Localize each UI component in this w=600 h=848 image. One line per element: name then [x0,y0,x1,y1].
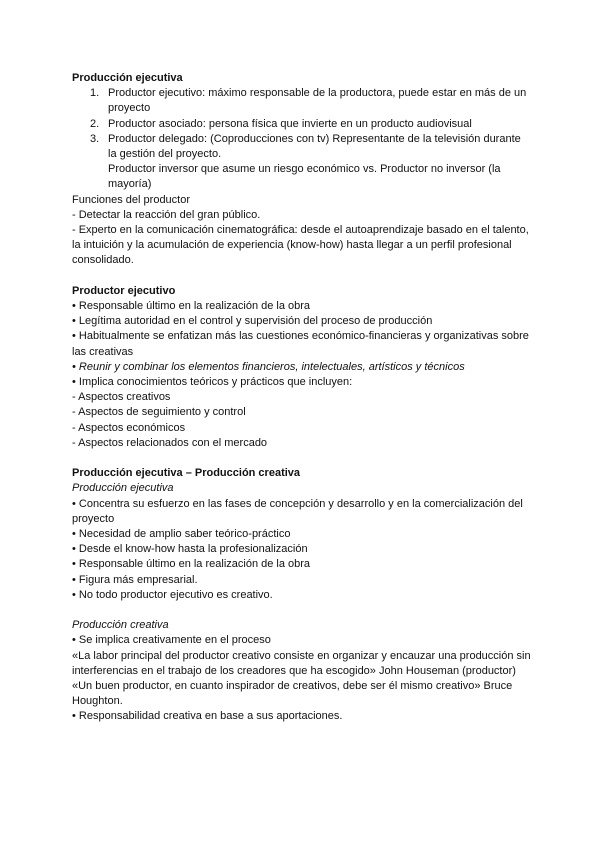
list-item [72,132,532,162]
bullet-item: • Habitualmente se enfatizan más las cuestiones económico-financieras y organizativas sobre las creativas [72,330,529,358]
subheading: Producción ejecutiva [72,482,174,495]
bullet-item: • Responsabilidad creativa en base a sus aportaciones. [72,710,343,723]
bullet-item: • Concentra su esfuerzo en las fases de concepción y desarrollo y en la comercialización del proyecto [72,497,523,525]
quote: «Un buen productor, en cuanto inspirador de creativos, debe ser él mismo creativo» Bruce Houghton. [72,680,513,708]
quote: «La labor principal del productor creativo consiste en organizar y encauzar una producción sin interferencias en el trabajo de los creadores que ha escogido» John Houseman (productor) [72,649,531,677]
dash-item: - Aspectos creativos [72,391,171,404]
bullet-item: • Legítima autoridad en el control y supervisión del proceso de producción [72,315,433,328]
paragraph: Funciones del productor [72,193,191,206]
document-content [72,71,532,725]
paragraph: - Detectar la reacción del gran público. [72,208,261,221]
bullet-item: • Implica conocimientos teóricos y prácticos que incluyen: [72,376,353,389]
dash-item: - Aspectos económicos [72,421,186,434]
list-item-text: Productor ejecutivo: máximo responsable de la productora, puede estar en más de un proyecto [108,87,527,115]
dash-item: - Aspectos relacionados con el mercado [72,436,268,449]
list-continuation: Productor inversor que asume un riesgo económico vs. Productor no inversor (la mayoría) [108,163,501,191]
spacer [72,269,532,284]
dash-item: - Aspectos de seguimiento y control [72,406,246,419]
bullet-item: • No todo productor ejecutivo es creativo. [72,588,273,601]
list-number: 3. [90,132,100,145]
list-item-text: Productor asociado: persona física que invierte en un producto audiovisual [108,117,472,130]
list-number: 1. [90,87,100,100]
paragraph: - Experto en la comunicación cinematográfica: desde el autoaprendizaje basado en el talento, la intuición y la acumulación de experiencia (know-how) hasta llegar a un perfil profesional consolidado. [72,224,529,267]
bullet-item: • Responsable último en la realización de la obra [72,300,311,313]
subheading: Producción creativa [72,619,169,632]
list-item-text: Productor delegado: (Coproducciones con tv) Representante de la televisión durante la gestión del proyecto. [108,132,521,161]
numbered-list [72,86,532,162]
section-heading: Productor ejecutivo [72,284,176,297]
bullet-item: • Responsable último en la realización de la obra [72,558,311,571]
bullet-item: • Figura más empresarial. [72,573,198,586]
list-number: 2. [90,117,100,130]
bullet-item-italic: • Reunir y combinar los elementos financieros, intelectuales, artísticos y técnicos [72,360,465,373]
bullet-item: • Se implica creativamente en el proceso [72,634,271,647]
spacer [72,451,532,466]
list-item [72,117,532,132]
spacer [72,603,532,618]
section-heading: Producción ejecutiva [72,72,183,84]
list-item [72,86,532,116]
section-heading: Producción ejecutiva – Producción creativa [72,467,301,480]
bullet-item: • Necesidad de amplio saber teórico-práctico [72,528,291,541]
bullet-item: • Desde el know-how hasta la profesionalización [72,543,308,556]
